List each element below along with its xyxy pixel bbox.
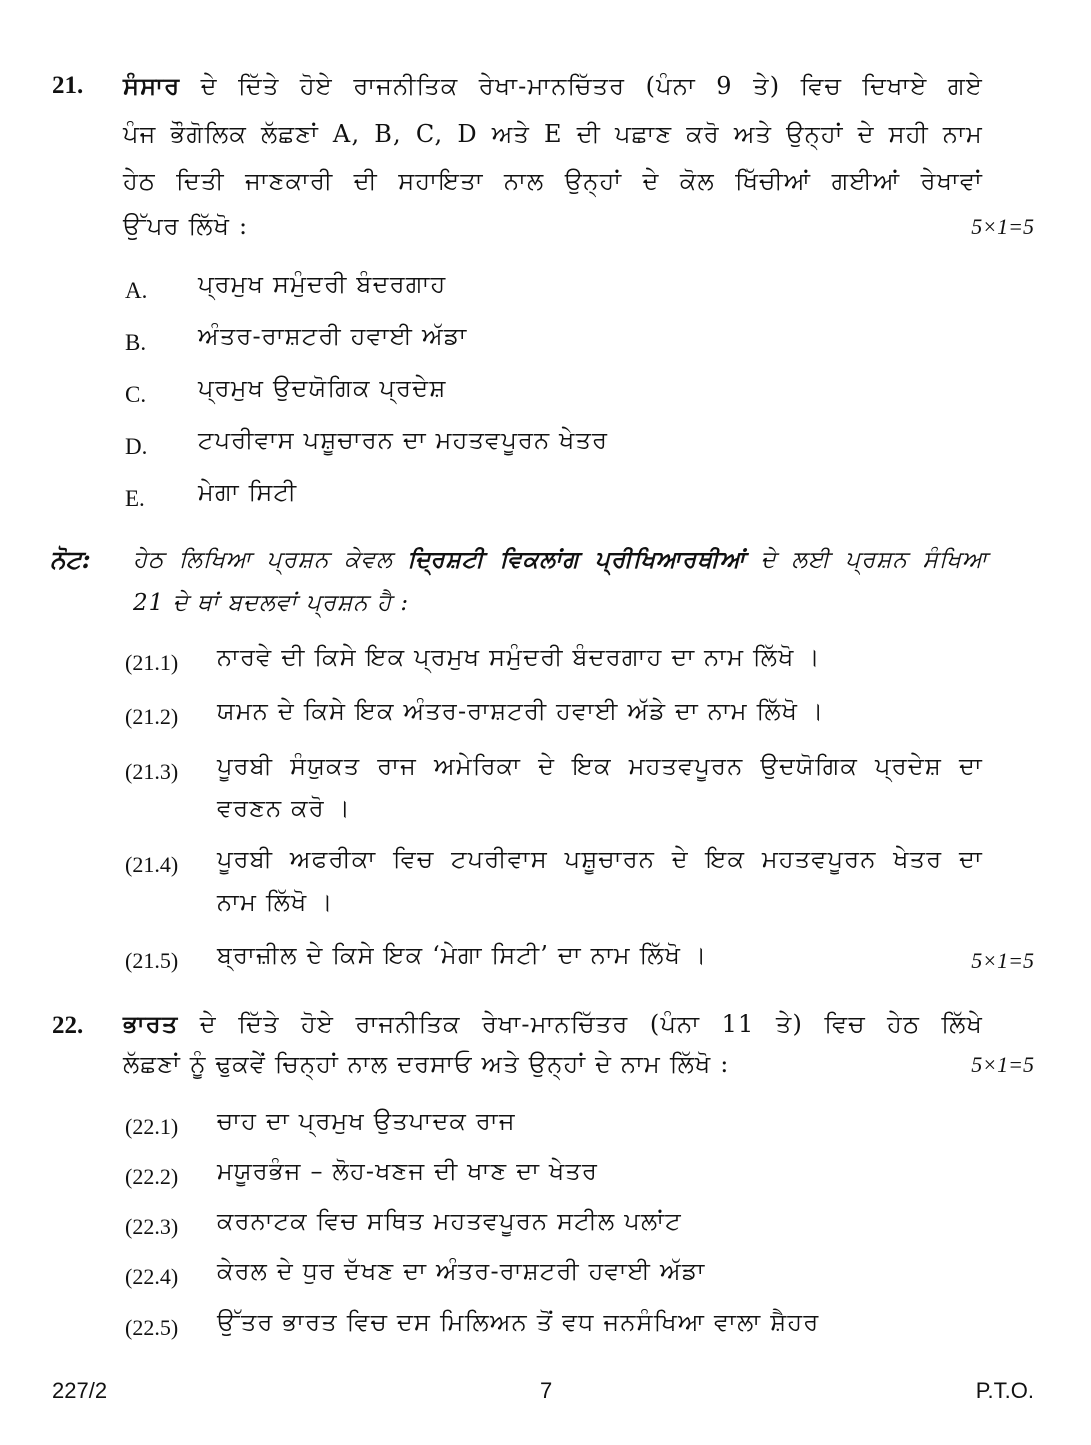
question-21-marks: 5×1=5	[971, 214, 1034, 239]
question-22-line-1	[123, 1008, 983, 1040]
alt-question-21-5-text: ਬ੍ਰਾਜ਼ੀਲ ਦੇ ਕਿਸੇ ਇਕ ‘ਮੇਗਾ ਸਿਟੀ’ ਦਾ ਨਾਮ ਲਿੱਖੋ ।	[217, 941, 708, 969]
option-a-letter: A.	[125, 278, 148, 303]
note-emphasis: ਦ੍ਰਿਸ਼ਟੀ ਵਿਕਲਾਂਗ ਪ੍ਰੀਖਿਆਰਥੀਆਂ	[407, 546, 746, 573]
page-number: 7	[540, 1378, 553, 1403]
note-line-1	[133, 546, 988, 573]
question-21-line-2: ਪੰਜ ਭੌਗੋਲਿਕ ਲੱਛਣਾਂ A, B, C, D ਅਤੇ E ਦੀ ਪਛਾਣ ਕਰੋ ਅਤੇ ਉਨ੍ਹਾਂ ਦੇ ਸਹੀ ਨਾਮ	[123, 120, 983, 148]
question-22-keyword: ਭਾਰਤ	[123, 1009, 179, 1038]
paper-code: 227/2	[52, 1378, 108, 1403]
q22-item-3-text: ਕਰਨਾਟਕ ਵਿਚ ਸਥਿਤ ਮਹਤਵਪੂਰਨ ਸਟੀਲ ਪਲਾਂਟ	[217, 1207, 682, 1235]
option-b-text: ਅੰਤਰ-ਰਾਸ਼ਟਰੀ ਹਵਾਈ ਅੱਡਾ	[198, 322, 468, 350]
question-21-line-1	[123, 70, 983, 102]
note-line-2: 21 ਦੇ ਥਾਂ ਬਦਲਵਾਂ ਪ੍ਰਸ਼ਨ ਹੈ :	[133, 590, 410, 616]
question-22-marks: 5×1=5	[971, 1052, 1034, 1077]
q22-item-5-number: (22.5)	[125, 1315, 179, 1340]
question-22-number: 22.	[52, 1012, 84, 1039]
question-22-line-2: ਲੱਛਣਾਂ ਨੂੰ ਢੁਕਵੇਂ ਚਿਨ੍ਹਾਂ ਨਾਲ ਦਰਸਾਓ ਅਤੇ ਉਨ੍ਹਾਂ ਦੇ ਨਾਮ ਲਿੱਖੋ :	[123, 1050, 730, 1078]
q22-item-2-text: ਮਯੂਰਭੰਜ – ਲੋਹ-ਖਣਜ ਦੀ ਖਾਣ ਦਾ ਖੇਤਰ	[217, 1157, 599, 1185]
alt-question-21-4-number: (21.4)	[125, 852, 179, 877]
option-d-text: ਟਪਰੀਵਾਸ ਪਸ਼ੂਚਾਰਨ ਦਾ ਮਹਤਵਪੂਰਨ ਖੇਤਰ	[198, 426, 609, 454]
q22-item-1-number: (22.1)	[125, 1114, 179, 1139]
option-e-letter: E.	[125, 486, 145, 511]
alt-question-21-2-text: ਯਮਨ ਦੇ ਕਿਸੇ ਇਕ ਅੰਤਰ-ਰਾਸ਼ਟਰੀ ਹਵਾਈ ਅੱਡੇ ਦਾ ਨਾਮ ਲਿੱਖੋ ।	[217, 697, 825, 725]
q22-item-1-text: ਚਾਹ ਦਾ ਪ੍ਰਮੁਖ ਉਤਪਾਦਕ ਰਾਜ	[217, 1107, 516, 1135]
alt-questions-marks: 5×1=5	[971, 948, 1034, 973]
q22-item-4-number: (22.4)	[125, 1264, 179, 1289]
q22-item-5-text: ਉੱਤਰ ਭਾਰਤ ਵਿਚ ਦਸ ਮਿਲਿਅਨ ਤੋਂ ਵਧ ਜਨਸੰਖਿਆ ਵਾਲਾ ਸ਼ੈਹਰ	[217, 1308, 820, 1336]
alt-question-21-4-text-line-2: ਨਾਮ ਲਿੱਖੋ ।	[217, 888, 334, 916]
option-d-letter: D.	[125, 434, 148, 459]
question-22-line-1-text: ਦੇ ਦਿੱਤੇ ਹੋਏ ਰਾਜਨੀਤਿਕ ਰੇਖਾ-ਮਾਨਚਿੱਤਰ (ਪੰਨਾ 11 ਤੇ) ਵਿਚ ਹੇਠ ਲਿੱਖੇ	[178, 1010, 983, 1038]
alt-question-21-3-text-line-1: ਪੂਰਬੀ ਸੰਯੁਕਤ ਰਾਜ ਅਮੇਰਿਕਾ ਦੇ ਇਕ ਮਹਤਵਪੂਰਨ ਉਦਯੋਗਿਕ ਪ੍ਰਦੇਸ਼ ਦਾ	[217, 752, 983, 780]
note-line-1-post: ਦੇ ਲਈ ਪ੍ਰਸ਼ਨ ਸੰਖਿਆ	[745, 547, 988, 573]
note-label: ਨੋਟ:	[50, 545, 91, 574]
q22-item-2-number: (22.2)	[125, 1164, 179, 1189]
question-21-number: 21.	[52, 72, 84, 99]
q22-item-4-text: ਕੇਰਲ ਦੇ ਧੁਰ ਦੱਖਣ ਦਾ ਅੰਤਰ-ਰਾਸ਼ਟਰੀ ਹਵਾਈ ਅੱਡਾ	[217, 1257, 706, 1285]
alt-question-21-1-number: (21.1)	[125, 650, 179, 675]
option-e-text: ਮੇਗਾ ਸਿਟੀ	[198, 478, 298, 506]
question-21-keyword: ਸੰਸਾਰ	[123, 71, 181, 100]
note-line-1-pre: ਹੇਠ ਲਿਖਿਆ ਪ੍ਰਸ਼ਨ ਕੇਵਲ	[133, 547, 408, 573]
alt-question-21-3-number: (21.3)	[125, 759, 179, 784]
option-c-letter: C.	[125, 382, 147, 407]
alt-question-21-2-number: (21.2)	[125, 704, 179, 729]
question-21-line-1-text: ਦੇ ਦਿੱਤੇ ਹੋਏ ਰਾਜਨੀਤਿਕ ਰੇਖਾ-ਮਾਨਚਿੱਤਰ (ਪੰਨਾ 9 ਤੇ) ਵਿਚ ਦਿਖਾਏ ਗਏ	[180, 72, 983, 100]
alt-question-21-3-text-line-2: ਵਰਣਨ ਕਰੋ ।	[217, 794, 352, 822]
alt-question-21-1-text: ਨਾਰਵੇ ਦੀ ਕਿਸੇ ਇਕ ਪ੍ਰਮੁਖ ਸਮੁੰਦਰੀ ਬੰਦਰਗਾਹ ਦਾ ਨਾਮ ਲਿੱਖੋ ।	[217, 643, 821, 671]
option-a-text: ਪ੍ਰਮੁਖ ਸਮੁੰਦਰੀ ਬੰਦਰਗਾਹ	[198, 270, 447, 298]
question-21-line-4: ਉੱਪਰ ਲਿੱਖੋ :	[123, 212, 249, 240]
option-b-letter: B.	[125, 330, 147, 355]
alt-question-21-4-text-line-1: ਪੂਰਬੀ ਅਫਰੀਕਾ ਵਿਚ ਟਪਰੀਵਾਸ ਪਸ਼ੂਚਾਰਨ ਦੇ ਇਕ ਮਹਤਵਪੂਰਨ ਖੇਤਰ ਦਾ	[217, 845, 983, 873]
please-turn-over: P.T.O.	[975, 1378, 1034, 1403]
alt-question-21-5-number: (21.5)	[125, 948, 179, 973]
option-c-text: ਪ੍ਰਮੁਖ ਉਦਯੋਗਿਕ ਪ੍ਰਦੇਸ਼	[198, 374, 447, 402]
question-21-line-3: ਹੇਠ ਦਿਤੀ ਜਾਣਕਾਰੀ ਦੀ ਸਹਾਇਤਾ ਨਾਲ ਉਨ੍ਹਾਂ ਦੇ ਕੋਲ ਖਿੱਚੀਆਂ ਗਈਆਂ ਰੇਖਾਵਾਂ	[123, 167, 983, 195]
q22-item-3-number: (22.3)	[125, 1214, 179, 1239]
